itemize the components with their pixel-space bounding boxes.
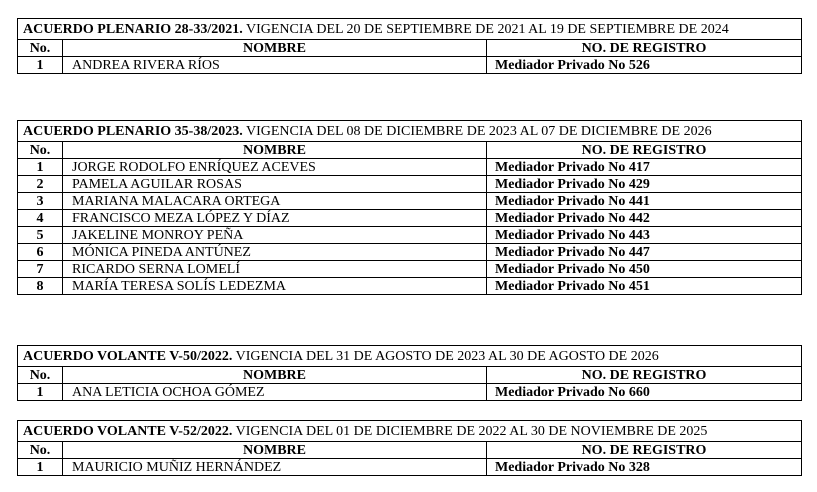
header-reg: NO. DE REGISTRO (487, 442, 802, 459)
header-row (18, 142, 802, 159)
table-row (18, 193, 802, 210)
vigencia-text: VIGENCIA DEL 01 DE DICIEMBRE DE 2022 AL 30 DE NOVIEMBRE DE 2025 (235, 424, 708, 439)
header-name: NOMBRE (63, 442, 487, 459)
header-num: No. (18, 40, 63, 57)
header-row (18, 40, 802, 57)
table-row (18, 278, 802, 295)
row-num: 8 (18, 278, 63, 295)
table-row (18, 227, 802, 244)
table-row (18, 57, 802, 74)
acuerdo-table-1 (17, 120, 802, 295)
row-num: 7 (18, 261, 63, 278)
acuerdo-table-3 (17, 420, 802, 476)
header-num: No. (18, 442, 63, 459)
vigencia-text: VIGENCIA DEL 08 DE DICIEMBRE DE 2023 AL 07 DE DICIEMBRE DE 2026 (245, 124, 712, 139)
row-num: 1 (18, 459, 63, 476)
row-num: 3 (18, 193, 63, 210)
row-name: JORGE RODOLFO ENRÍQUEZ ACEVES (63, 159, 487, 176)
acuerdo-label: ACUERDO PLENARIO 28-33/2021. (23, 22, 243, 37)
row-num: 1 (18, 159, 63, 176)
row-reg: Mediador Privado No 660 (487, 384, 802, 401)
row-num: 5 (18, 227, 63, 244)
row-reg: Mediador Privado No 450 (487, 261, 802, 278)
acuerdo-title (18, 121, 802, 142)
row-name: ANA LETICIA OCHOA GÓMEZ (63, 384, 487, 401)
row-num: 1 (18, 57, 63, 74)
vigencia-text: VIGENCIA DEL 31 DE AGOSTO DE 2023 AL 30 DE AGOSTO DE 2026 (235, 349, 659, 364)
header-name: NOMBRE (63, 367, 487, 384)
row-name: MARIANA MALACARA ORTEGA (63, 193, 487, 210)
row-reg: Mediador Privado No 328 (487, 459, 802, 476)
table-row (18, 244, 802, 261)
row-name: MAURICIO MUÑIZ HERNÁNDEZ (63, 459, 487, 476)
table-row (18, 176, 802, 193)
row-reg: Mediador Privado No 441 (487, 193, 802, 210)
acuerdo-table-0 (17, 18, 802, 74)
row-reg: Mediador Privado No 447 (487, 244, 802, 261)
row-num: 1 (18, 384, 63, 401)
row-name: MARÍA TERESA SOLÍS LEDEZMA (63, 278, 487, 295)
header-name: NOMBRE (63, 142, 487, 159)
acuerdo-title (18, 19, 802, 40)
row-name: FRANCISCO MEZA LÓPEZ Y DÍAZ (63, 210, 487, 227)
row-reg: Mediador Privado No 526 (487, 57, 802, 74)
acuerdo-title (18, 421, 802, 442)
row-reg: Mediador Privado No 451 (487, 278, 802, 295)
row-reg: Mediador Privado No 443 (487, 227, 802, 244)
row-reg: Mediador Privado No 442 (487, 210, 802, 227)
table-row (18, 159, 802, 176)
row-name: RICARDO SERNA LOMELÍ (63, 261, 487, 278)
table-row (18, 384, 802, 401)
acuerdo-title (18, 346, 802, 367)
header-num: No. (18, 142, 63, 159)
acuerdo-table-2 (17, 345, 802, 401)
table-row (18, 261, 802, 278)
vigencia-text: VIGENCIA DEL 20 DE SEPTIEMBRE DE 2021 AL 19 DE SEPTIEMBRE DE 2024 (245, 22, 729, 37)
table-row (18, 459, 802, 476)
header-reg: NO. DE REGISTRO (487, 40, 802, 57)
acuerdo-label: ACUERDO VOLANTE V-52/2022. (23, 424, 233, 439)
header-row (18, 442, 802, 459)
row-num: 4 (18, 210, 63, 227)
acuerdo-label: ACUERDO VOLANTE V-50/2022. (23, 349, 233, 364)
row-name: ANDREA RIVERA RÍOS (63, 57, 487, 74)
row-reg: Mediador Privado No 429 (487, 176, 802, 193)
acuerdo-label: ACUERDO PLENARIO 35-38/2023. (23, 124, 243, 139)
row-num: 2 (18, 176, 63, 193)
row-num: 6 (18, 244, 63, 261)
header-num: No. (18, 367, 63, 384)
header-name: NOMBRE (63, 40, 487, 57)
row-name: PAMELA AGUILAR ROSAS (63, 176, 487, 193)
header-reg: NO. DE REGISTRO (487, 142, 802, 159)
row-name: JAKELINE MONROY PEÑA (63, 227, 487, 244)
header-row (18, 367, 802, 384)
header-reg: NO. DE REGISTRO (487, 367, 802, 384)
table-row (18, 210, 802, 227)
row-reg: Mediador Privado No 417 (487, 159, 802, 176)
row-name: MÓNICA PINEDA ANTÚNEZ (63, 244, 487, 261)
